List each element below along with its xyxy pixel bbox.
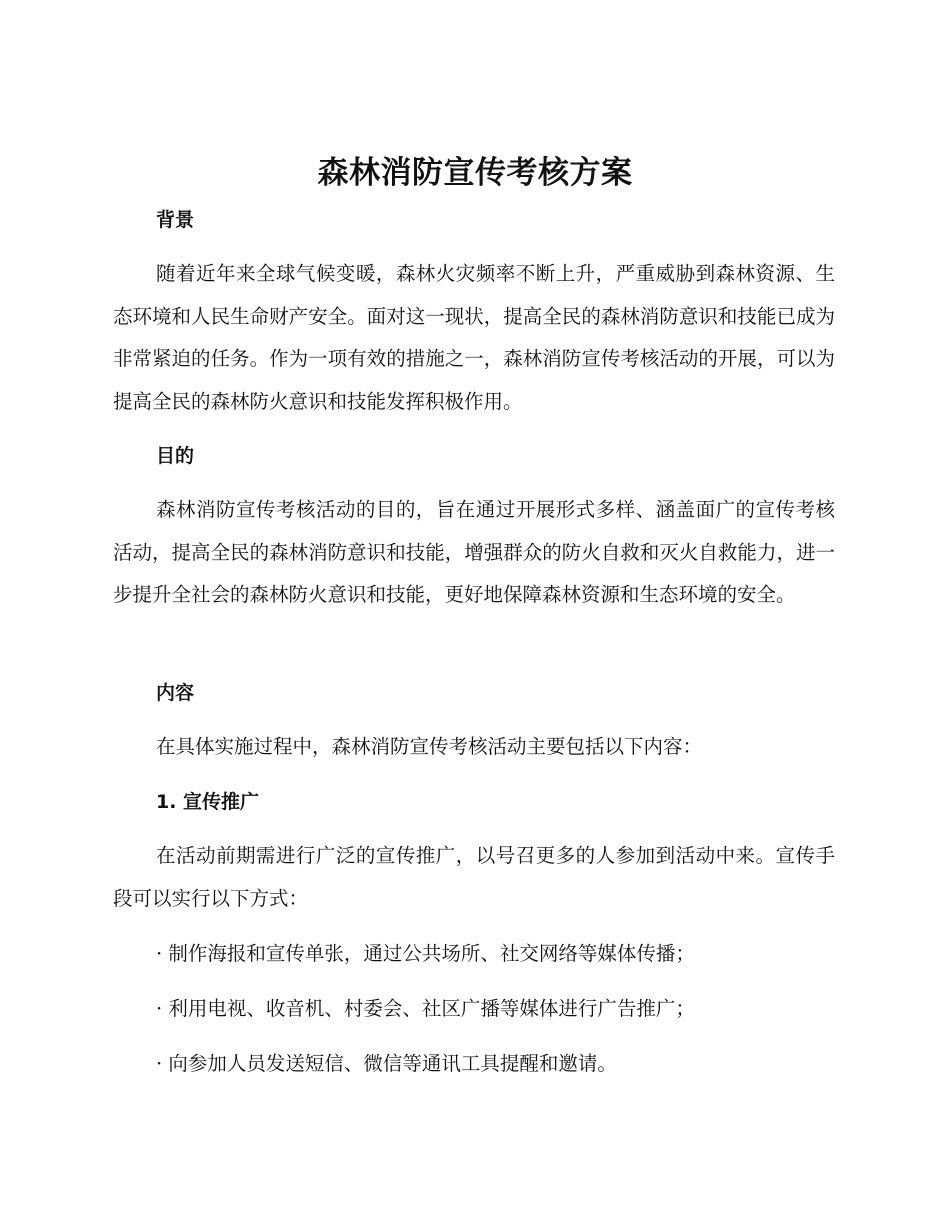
paragraph-purpose: 森林消防宣传考核活动的目的，旨在通过开展形式多样、涵盖面广的宣传考核活动，提高全民的森林消防意识和技能，增强群众的防火自救和灭火自救能力，进一步提升全社会的森林防火意识和技能，更好地保障森林资源和生态环境的安全。 xyxy=(113,498,835,606)
section-heading-background: 背景 xyxy=(156,209,195,231)
section-heading-purpose: 目的 xyxy=(156,445,195,467)
bullet-item: · 利用电视、收音机、村委会、社区广播等媒体进行广告推广； xyxy=(156,997,695,1020)
section-heading-content: 内容 xyxy=(156,682,195,704)
document-title: 森林消防宣传考核方案 xyxy=(317,155,633,191)
bullet-item: · 制作海报和宣传单张，通过公共场所、社交网络等媒体传播； xyxy=(156,942,695,965)
subsection-heading-promotion: 1. 宣传推广 xyxy=(156,791,260,813)
bullet-item: · 向参加人员发送短信、微信等通讯工具提醒和邀请。 xyxy=(156,1052,617,1075)
paragraph-promotion: 在活动前期需进行广泛的宣传推广，以号召更多的人参加到活动中来。宣传手段可以实行以下方式： xyxy=(113,844,835,910)
paragraph-background: 随着近年来全球气候变暖，森林火灾频率不断上升，严重威胁到森林资源、生态环境和人民生命财产安全。面对这一现状，提高全民的森林消防意识和技能已成为非常紧迫的任务。作为一项有效的措施之一，森林消防宣传考核活动的开展，可以为提高全民的森林防火意识和技能发挥积极作用。 xyxy=(113,262,835,413)
content-intro: 在具体实施过程中，森林消防宣传考核活动主要包括以下内容： xyxy=(156,735,703,758)
